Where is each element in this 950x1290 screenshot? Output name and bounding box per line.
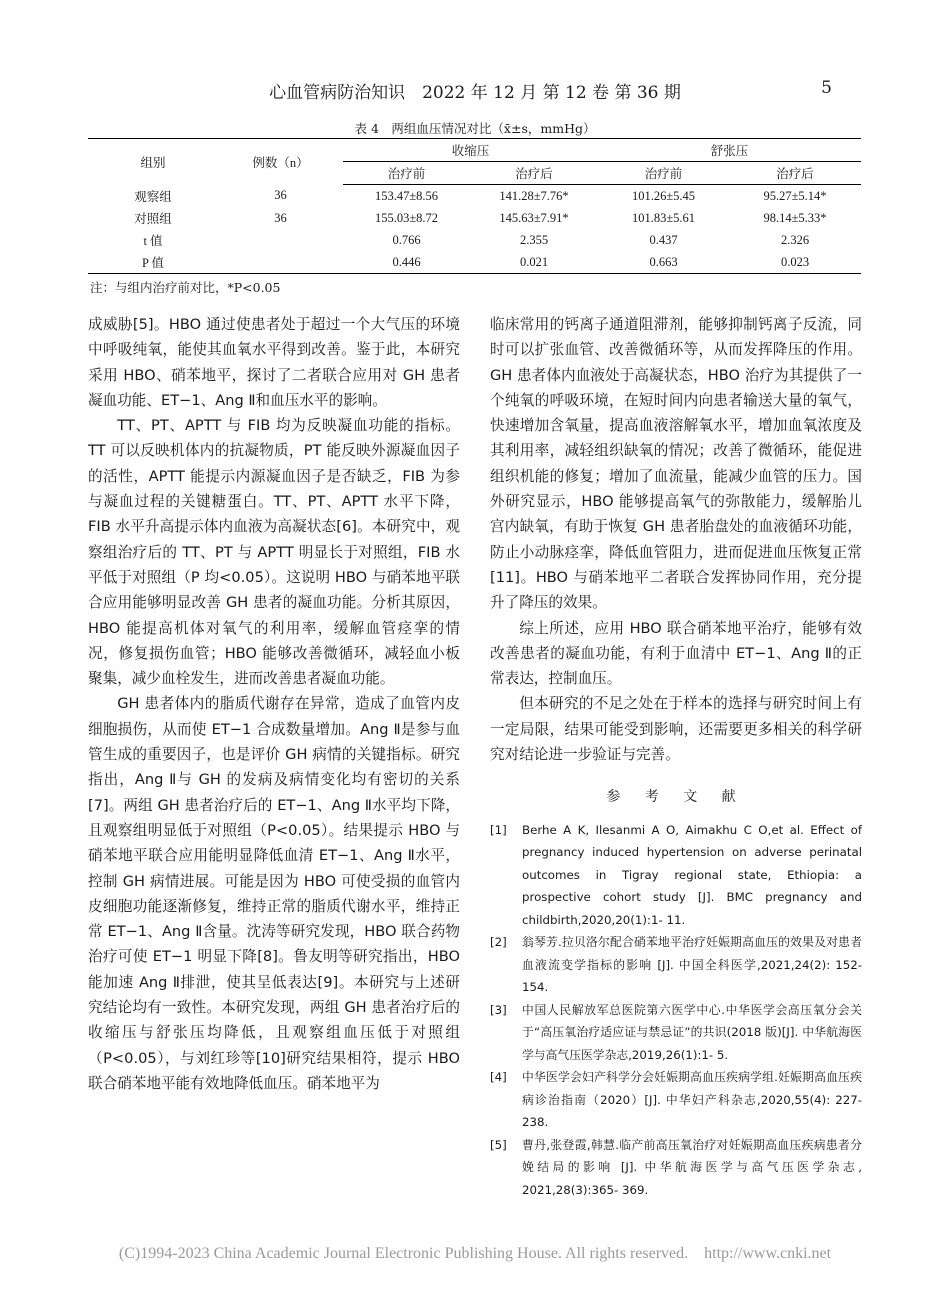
right-column (490, 312, 862, 1201)
cell: 0.663 (598, 251, 729, 274)
cell: 141.28±7.76* (499, 188, 569, 203)
table-note: 注：与组内治疗前对比，*P<0.05 (90, 280, 281, 295)
cell: 0.023 (729, 251, 861, 274)
cell: 95.27±5.14* (763, 188, 827, 203)
paragraph: GH 患者体内的脂质代谢存在异常，造成了血管内皮细胞损伤，从而使 ET−1 合成数量增加。Ang Ⅱ是参与血管生成的重要因子，也是评价 GH 病情的关键指标。研究指出，Ang Ⅱ与 GH 的发病及病情变化均有密切的关系[7]。两组 GH 患者治疗后的 ET−1、Ang Ⅱ水平均下降，且观察组明显低于对照组（P<0.05）。结果提示 HBO 与硝苯地平联合应用能明显降低血清 ET−1、Ang Ⅱ水平，控制 GH 病情进展。可能是因为 HBO 可使受损的血管内皮细胞功能逐渐修复，维持正常的脂质代谢水平，维持正常 ET−1、Ang Ⅱ含量。沈涛等研究发现，HBO 联合药物治疗可使 ET−1 明显下降[8]。鲁友明等研究指出，HBO 能加速 Ang Ⅱ排泄，使其呈低表达[9]。本研究与上述研究结论均有一致性。本研究发现，两组 GH 患者治疗后的收缩压与舒张压均降低，且观察组血压低于对照组（P<0.05），与刘红珍等[10]研究结果相符，提示 HBO 联合硝苯地平能有效地降低血压。硝苯地平为 (88, 695, 461, 1092)
table-row (88, 251, 861, 274)
reference-item (490, 1134, 862, 1202)
cell: P 值 (88, 251, 218, 274)
cell (218, 251, 343, 274)
paragraph: 但本研究的不足之处在于样本的选择与研究时间上有一定局限，结果可能受到影响，还需要更多相关的科学研究对结论进一步验证与完善。 (490, 695, 862, 764)
left-column (88, 312, 460, 1096)
header-systolic-before: 治疗前 (343, 162, 470, 185)
reference-number: [5] (490, 1137, 507, 1152)
reference-number: [2] (490, 935, 507, 950)
cell: 观察组 (134, 189, 172, 204)
reference-text: 中国人民解放军总医院第六医学中心.中华医学会高压氧分会关于“高压氧治疗适应证与禁忌证”的共识(2018 版)[J]. 中华航海医学与高气压医学杂志,2019,26(1):1- 5. (522, 1002, 862, 1062)
table-row (88, 229, 861, 251)
cell: 2.355 (519, 232, 549, 247)
journal-title: 心血管病防治知识 2022 年 12 月 第 12 卷 第 36 期 (269, 83, 681, 103)
cell: 155.03±8.72 (374, 210, 439, 225)
cell: 101.26±5.45 (631, 188, 696, 203)
cell: 36 (274, 210, 287, 225)
copyright-footer: (C)1994-2023 China Academic Journal Electronic Publishing House. All rights reserved. http://www.cnki.net (118, 1245, 832, 1262)
references-title: 参 考 文 献 (606, 789, 746, 806)
reference-number: [1] (490, 822, 507, 837)
cell (218, 229, 343, 251)
reference-text: Berhe A K, Ilesanmi A O, Aimakhu C O,et al. Effect of pregnancy induced hypertension on adverse perinatal outcomes in Tigray regional state, Ethiopia: a prospective cohort study [J]. BMC pregnancy and childbirth,2020,20(1):1- 11. (522, 822, 862, 927)
cell: 98.14±5.33* (763, 210, 827, 225)
header-group: 组别 (88, 139, 218, 185)
paragraph: TT、PT、APTT 与 FIB 均为反映凝血功能的指标。TT 可以反映机体内的抗凝物质，PT 能反映外源凝血因子的活性，APTT 能提示内源凝血因子是否缺乏，FIB 为参与凝血过程的关键糖蛋白。TT、PT、APTT 水平下降，FIB 水平升高提示体内血液为高凝状态[6]。本研究中，观察组治疗后的 TT、PT 与 APTT 明显长于对照组，FIB 水平低于对照组（P 均<0.05）。这说明 HBO 与硝苯地平联合应用能够明显改善 GH 患者的凝血功能。分析其原因，HBO 能提高机体对氧气的利用率，缓解血管痉挛的情况，修复损伤血管；HBO 能够改善微循环，减轻血小板聚集，减少血栓发生，进而改善患者凝血功能。 (88, 417, 460, 688)
reference-item (490, 819, 862, 932)
header-systolic-after: 治疗后 (470, 162, 598, 185)
reference-text: 翁琴芳.拉贝洛尔配合硝苯地平治疗妊娠期高血压的效果及对患者血液流变学指标的影响 [J]. 中国全科医学,2021,24(2): 152- 154. (522, 935, 862, 995)
blood-pressure-table (88, 138, 861, 274)
table-row (88, 207, 861, 229)
cell: t 值 (143, 234, 163, 248)
table-row (88, 185, 861, 208)
cell: 36 (274, 188, 287, 203)
cell: 2.326 (780, 232, 810, 247)
reference-item (490, 1066, 862, 1134)
cell: 153.47±8.56 (374, 188, 439, 203)
page-header (0, 78, 950, 102)
cell: 0.766 (392, 232, 421, 247)
header-count: 例数（n） (218, 139, 343, 185)
header-diastolic: 舒张压 (598, 139, 861, 162)
paragraph: 综上所述，应用 HBO 联合硝苯地平治疗，能够有效改善患者的凝血功能，有利于血清中 ET−1、Ang Ⅱ的正常表达，控制血压。 (490, 619, 862, 688)
header-diastolic-after: 治疗后 (729, 162, 861, 185)
cell: 对照组 (134, 212, 172, 226)
cell: 0.437 (649, 232, 678, 247)
reference-item (490, 931, 862, 999)
paragraph: 临床常用的钙离子通道阻滞剂，能够抑制钙离子反流，同时可以扩张血管、改善微循环等，从而发挥降压的作用。GH 患者体内血液处于高凝状态，HBO 治疗为其提供了一个纯氧的呼吸环境，在短时间内向患者输送大量的氧气，快速增加含氧量，提高血液溶解氧水平，增加血氧浓度及其利用率，减轻组织缺氧的情况；改善了微循环，能促进组织机能的修复；增加了血流量，能减少血管的压力。国外研究显示，HBO 能够提高氧气的弥散能力，缓解胎儿宫内缺氧，有助于恢复 GH 患者胎盘处的血液循环功能，防止小动脉痉挛，降低血管阻力，进而促进血压恢复正常[11]。HBO 与硝苯地平二者联合发挥协同作用，充分提升了降压的效果。 (490, 316, 862, 612)
cell: 101.83±5.61 (631, 210, 696, 225)
header-systolic: 收缩压 (343, 139, 598, 162)
cell: 145.63±7.91* (499, 210, 569, 225)
reference-number: [4] (490, 1070, 507, 1085)
cell: 0.021 (470, 251, 598, 274)
reference-text: 中华医学会妇产科学分会妊娠期高血压疾病学组.妊娠期高血压疾病诊治指南（2020）[J]. 中华妇产科杂志,2020,55(4): 227- 238. (522, 1070, 862, 1130)
reference-item (490, 999, 862, 1067)
page-number: 5 (821, 78, 832, 98)
header-diastolic-before: 治疗前 (598, 162, 729, 185)
reference-number: [3] (490, 1002, 507, 1017)
paragraph: 成威胁[5]。HBO 通过使患者处于超过一个大气压的环境中呼吸纯氧，能使其血氧水平得到改善。鉴于此，本研究采用 HBO、硝苯地平，探讨了二者联合应用对 GH 患者凝血功能、ET−1、Ang Ⅱ和血压水平的影响。 (88, 316, 460, 409)
reference-text: 曹丹,张登霞,韩慧.临产前高压氧治疗对妊娠期高血压疾病患者分娩结局的影响 [J]. 中华航海医学与高气压医学杂志, 2021,28(3):365- 369. (522, 1137, 862, 1197)
cell: 0.446 (343, 251, 470, 274)
table-caption: 表 4 两组血压情况对比（x̄±s，mmHg） (354, 121, 596, 136)
